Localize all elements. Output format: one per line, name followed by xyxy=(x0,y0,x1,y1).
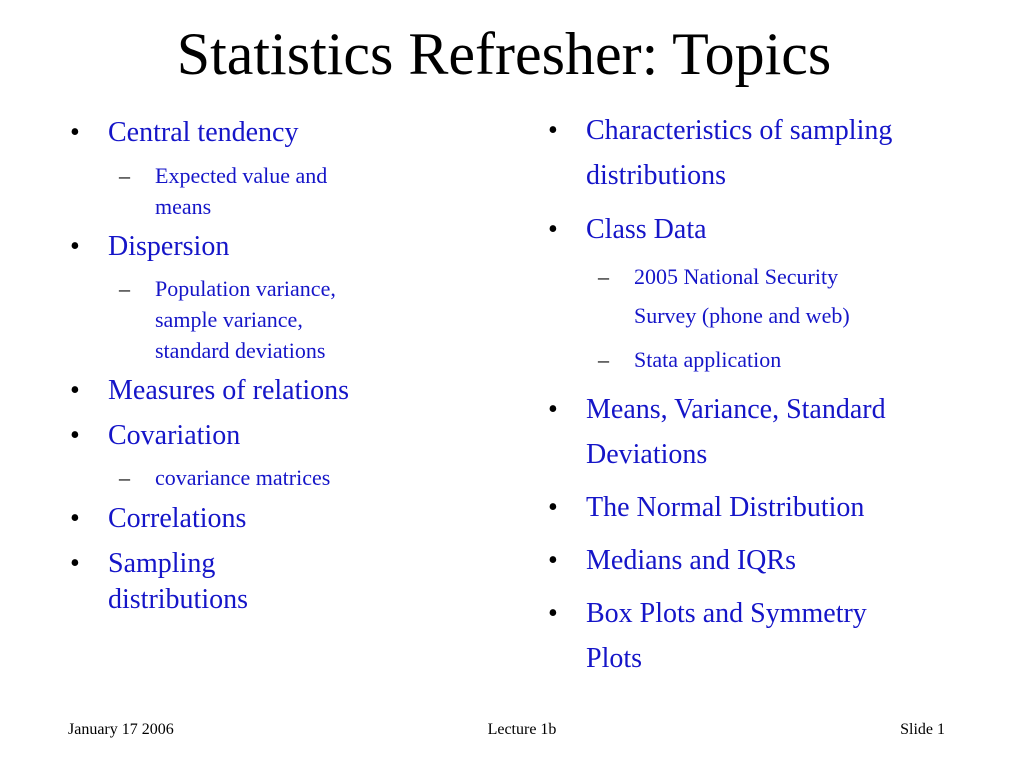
sub-bullet-marker: – xyxy=(119,276,130,301)
bullet-text: Deviations xyxy=(586,439,708,470)
bullet-text: Correlations xyxy=(108,503,247,534)
sub-bullet-text: Population variance, xyxy=(155,276,336,301)
footer-slide-number: Slide 1 xyxy=(900,721,945,738)
bullet-marker: • xyxy=(70,117,80,148)
bullet-text: Class Data xyxy=(586,214,707,245)
bullet-text: Covariation xyxy=(108,420,241,451)
bullet-marker: • xyxy=(70,420,80,451)
sub-bullet-text: Survey (phone and web) xyxy=(634,303,850,328)
slide-title: Statistics Refresher: Topics xyxy=(176,21,832,87)
bullet-marker: • xyxy=(548,115,558,146)
bullet-text: Dispersion xyxy=(108,231,230,262)
bullet-text: Measures of relations xyxy=(108,375,350,406)
sub-bullet-text: standard deviations xyxy=(155,338,326,363)
sub-bullet-text: covariance matrices xyxy=(155,465,331,490)
sub-bullet-text: Stata application xyxy=(634,347,782,372)
bullet-text: distributions xyxy=(108,584,249,615)
bullet-marker: • xyxy=(548,598,558,629)
bullet-text: Medians and IQRs xyxy=(586,545,796,576)
bullet-text: Central tendency xyxy=(108,117,299,148)
bullet-text: Characteristics of sampling xyxy=(586,115,893,146)
bullet-marker: • xyxy=(548,492,558,523)
bullet-marker: • xyxy=(70,548,80,579)
sub-bullet-marker: – xyxy=(119,465,130,490)
bullet-text: Sampling xyxy=(108,548,216,579)
bullet-text: The Normal Distribution xyxy=(586,492,865,523)
sub-bullet-text: 2005 National Security xyxy=(634,264,839,289)
sub-bullet-marker: – xyxy=(598,264,609,289)
bullet-marker: • xyxy=(70,231,80,262)
bullet-text: distributions xyxy=(586,160,727,191)
bullet-marker: • xyxy=(70,503,80,534)
bullet-marker: • xyxy=(70,375,80,406)
bullet-marker: • xyxy=(548,394,558,425)
sub-bullet-text: means xyxy=(155,194,212,219)
footer-lecture: Lecture 1b xyxy=(487,721,557,738)
bullet-text: Means, Variance, Standard xyxy=(586,394,886,425)
bullet-marker: • xyxy=(548,545,558,576)
footer-date: January 17 2006 xyxy=(68,721,174,738)
sub-bullet-marker: – xyxy=(119,163,130,188)
bullet-text: Plots xyxy=(586,643,643,674)
sub-bullet-marker: – xyxy=(598,347,609,372)
sub-bullet-text: Expected value and xyxy=(155,163,328,188)
bullet-text: Box Plots and Symmetry xyxy=(586,598,867,629)
bullet-marker: • xyxy=(548,214,558,245)
sub-bullet-text: sample variance, xyxy=(155,307,303,332)
